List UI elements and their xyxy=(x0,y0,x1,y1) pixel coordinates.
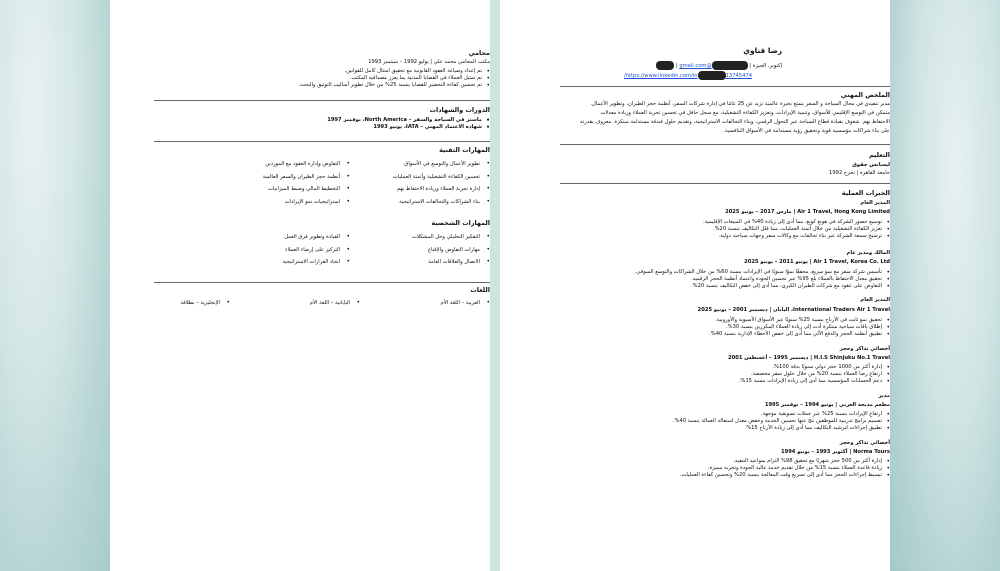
skill-item: • اتخاذ القرارات الاستراتيجية xyxy=(240,256,350,269)
job-bullets xyxy=(635,269,890,291)
divider xyxy=(154,282,490,283)
linkedin-suffix[interactable]: 13745474 xyxy=(725,73,752,79)
contact-line: إكتوبر، الجيزة | @gmail.com | xyxy=(656,61,782,70)
list-item: • شهادة الاعتماد المهني – IATA، يونيو 1993 xyxy=(327,124,490,131)
list-item: • تم إعداد وصياغة العقود القانونية مع تحقيق امتثال كامل للقوانين. xyxy=(298,68,490,75)
job-bullets xyxy=(680,458,890,480)
lawyer-heading: محامي xyxy=(468,49,490,57)
divider xyxy=(560,86,890,87)
skill-item: • التركيز على إرضاء العملاء xyxy=(240,244,350,257)
redacted-email-user xyxy=(712,61,748,70)
skill-item: • مهارات التفاوض والإقناع xyxy=(370,244,490,257)
list-item: • تطبيق إجراءات لترشيد التكاليف مما أدى إلى زيادة الأرباح 15%. xyxy=(673,425,890,432)
email-link[interactable]: @gmail.com xyxy=(679,63,712,69)
education-heading: التعليم xyxy=(868,151,890,159)
list-item: • توسيع حضور الشركة في هونغ كونغ، مما أدى إلى زيادة 40% في المبيعات الإقليمية. xyxy=(703,219,890,226)
education-degree: ليسانس حقوق xyxy=(852,162,890,168)
job-title: أخصائي تذاكر وحجز xyxy=(839,346,890,352)
divider xyxy=(154,100,490,101)
redacted-phone xyxy=(656,61,674,70)
education-school: جامعة القاهرة | تخرج 1992 xyxy=(829,170,890,176)
lawyer-sub: مكتب المحامي محمد علي | يوليو 1992 – سبتمبر 1993 xyxy=(368,59,490,65)
skill-item: • التخطيط المالي وضبط الميزانيات xyxy=(240,183,350,196)
resume-page-2 xyxy=(110,0,490,571)
soft-skills-grid xyxy=(240,231,490,269)
redacted-linkedin xyxy=(698,71,726,80)
skill-item: • إدارة تجربة العملاء وزيادة الاحتفاظ بهم xyxy=(370,183,490,196)
list-item: • ارتفاع رضا العملاء بنسبة 20% من خلال حلول سفر مخصصة. xyxy=(739,371,890,378)
job-title: المدير العام xyxy=(860,297,890,303)
language-item: • الإنجليزية – بطلاقة xyxy=(100,300,230,306)
tech-skills-heading: المهارات التقنية xyxy=(439,146,490,154)
linkedin-line xyxy=(624,71,752,80)
list-item: • تبسيط إجراءات الحجز مما أدى إلى تسريع وقت المعالجة بنسبة 20% وتحسين كفاءة العمليات. xyxy=(680,472,890,479)
tech-skills-grid xyxy=(240,158,490,208)
background-watercolor-left xyxy=(0,0,110,571)
linkedin-link[interactable]: https://www.linkedin.com/in/ xyxy=(623,73,698,79)
list-item: • دعم الحسابات المؤسسية مما أدى إلى زيادة الإيرادات بنسبة 15%. xyxy=(739,378,890,385)
list-item: • ارتفاع الإيرادات بنسبة 25% عبر حملات تسويقية موجهة. xyxy=(673,411,890,418)
list-item: • التفاوض على عقود مع شركات الطيران الكبرى، مما أدى إلى خفض التكاليف بنسبة 20%. xyxy=(635,283,890,290)
list-item: • تصميم برامج تدريبية للموظفين نتج عنها تحسين الخدمة وخفض معدل استقالة العمالة بنسبة 40%. xyxy=(673,418,890,425)
summary-line: متمكن في التوسع الإقليمي للأسواق، وتنمية الإيرادات، وتعزيز الكفاءة التشغيلية، مع سجل حافل في تحسين تجربة العملاء وزيادة معدلات xyxy=(600,110,890,116)
list-item: • تطبيق أنظمة الحجز والدفع الآلي مما أدى إلى خفض الأخطاء الإدارية بنسبة 40%. xyxy=(709,331,890,338)
skill-item: • التفكير التحليلي وحل المشكلات xyxy=(370,231,490,244)
job-bullets xyxy=(673,411,890,433)
list-item: • تم تحسين كفاءة التحضير للقضايا بنسبة 25% من خلال تطوير أساليب التوثيق والبحث. xyxy=(298,82,490,89)
list-item: • إدارة أكثر من 500 حجز شهريًا مع تحقيق 98% التزام بمواعيد التنفيذ. xyxy=(680,458,890,465)
job-company: Norma Tours | أكتوبر 1993 – يونيو 1994 xyxy=(780,449,890,455)
skill-item: • بناء الشراكات والتحالفات الاستراتيجية xyxy=(370,196,490,209)
divider xyxy=(560,183,890,184)
skill-item: • تطوير الأعمال والتوسع في الأسواق xyxy=(370,158,490,171)
list-item: • تعزيز الكفاءة التشغيلية من خلال أتمتة العمليات، مما قلل التكاليف بنسبة 20%. xyxy=(703,226,890,233)
summary-line: الاحتفاظ بهم. شغوف بقيادة قطاع السياحة عبر التحول الرقمي، وبناء التحالفات الاستراتيجية، وتقديم حلول فندقة مستدامة مبتكرة. معروف بقدرته xyxy=(580,119,890,125)
language-item: • اليابانية – اللغة الأم xyxy=(230,300,360,306)
job-company: Air 1 Travel, Korea Co. Ltd | يونيو 2011 – يونيو 2025 xyxy=(744,259,890,265)
location: إكتوبر، الجيزة xyxy=(752,63,782,69)
soft-skills-heading: المهارات الشخصية xyxy=(431,219,490,227)
courses-heading: الدورات والشهادات xyxy=(429,106,490,114)
list-item: • تم تمثيل العملاء في القضايا المدنية بما يعزز مصداقية المكتب. xyxy=(298,75,490,82)
skill-item: • التفاوض وإدارة العقود مع الموردين xyxy=(240,158,350,171)
skill-item: • الاتصال والعلاقات العامة xyxy=(370,256,490,269)
skill-item: • أنظمة حجز الطيران والسفر العالمية xyxy=(240,171,350,184)
summary-line: مدير تنفيذي في مجال السياحة و السفر يتمتع بخبرة عالمية تزيد عن 25 عامًا في إدارة شركات السفر، أنظمة حجز الطيران، وتطوير الأعمال. xyxy=(590,101,890,107)
list-item: • ماستر في السياحة والسفر – North America، نوفمبر 1997 xyxy=(327,117,490,124)
job-title: المالك ومدير عام xyxy=(846,250,890,256)
experience-heading: الخبرات العملية xyxy=(841,189,890,197)
skill-item: • القيادة وتطوير فرق العمل xyxy=(240,231,350,244)
job-bullets xyxy=(703,219,890,241)
skill-item: • استراتيجيات نمو الإيرادات xyxy=(240,196,350,209)
candidate-name: رضا قناوي xyxy=(743,46,782,55)
job-bullets xyxy=(739,364,890,386)
job-bullets xyxy=(709,317,890,339)
courses-list xyxy=(327,117,490,131)
list-item: • إدارة أكثر من 1000 حجز دولي سنويًا بدقة 100%. xyxy=(739,364,890,371)
languages-heading: اللغات xyxy=(470,286,490,294)
job-company: International Traders Air 1 Travel، اليابان | ديسمبر 2001 – يونيو 2025 xyxy=(697,307,890,313)
language-item: • العربية – اللغة الأم xyxy=(360,300,490,306)
divider xyxy=(154,141,490,142)
job-company: مطعم مذبحة العربي | يونيو 1994 – نوفمبر 1995 xyxy=(764,402,890,408)
skill-item: • تحسين الكفاءة التشغيلية وأتمتة العمليات xyxy=(370,171,490,184)
list-item: • ترسيخ سمعة الشركة عبر بناء تحالفات مع وكالات سفر وجهات سياحية دولية. xyxy=(703,233,890,240)
job-title: المدير العام xyxy=(860,200,890,206)
summary-heading: الملخص المهني xyxy=(840,91,890,99)
job-company: H.I.S Shinjuku No.1 Travel | ديسمبر 1995 – أغسطس 2001 xyxy=(727,355,890,361)
list-item: • إطلاق باقات سياحية مبتكرة أدت إلى زيادة العملاء المكررين بنسبة 30%. xyxy=(709,324,890,331)
job-company: Air 1 Travel, Hong Kong Limited | مارس 2017 – يونيو 2025 xyxy=(725,209,890,215)
lawyer-bullets xyxy=(298,68,490,90)
background-watercolor-right xyxy=(890,0,1000,571)
divider xyxy=(560,144,890,145)
resume-page-1 xyxy=(500,0,890,571)
list-item: • تحقيق نمو ثابت في الأرباح بنسبة 25% سنويًا عبر الأسواق الآسيوية والأوروبية. xyxy=(709,317,890,324)
languages-row xyxy=(100,300,490,306)
list-item: • زيادة قاعدة العملاء بنسبة 15% من خلال تقديم خدمة عالية الجودة وتجربة مميزة. xyxy=(680,465,890,472)
summary-line: على بناء شراكات مؤسسية قوية وتحقيق رؤية مستدامة في الأسواق التنافسية. xyxy=(723,128,890,134)
list-item: • تحقيق معدل الاحتفاظ بالعملاء بلغ 95% عبر تحسين الجودة واعتماد أنظمة الحجز الرقمية. xyxy=(635,276,890,283)
job-title: مدير xyxy=(878,393,890,399)
list-item: • تأسيس شركة سفر مع نمو سريع، محققًا نموًا سنويًا في الإيرادات بنسبة 60% من خلال الشراكات والتوسع السوقي. xyxy=(635,269,890,276)
job-title: أخصائي تذاكر وحجز xyxy=(839,440,890,446)
